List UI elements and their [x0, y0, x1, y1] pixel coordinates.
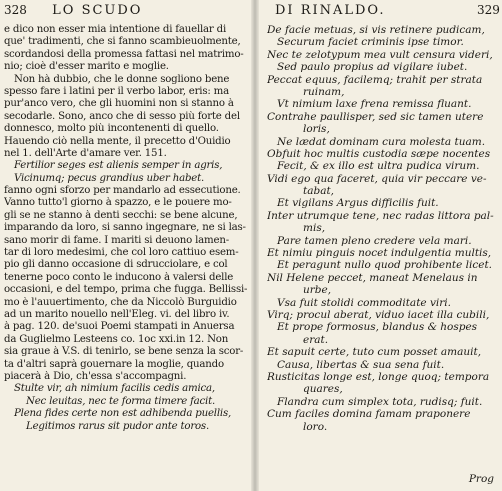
- right-text-line: Inter utrumque tene, nec radas littora pal-: [267, 209, 494, 222]
- catchword: Prog: [468, 473, 494, 485]
- right-text-line: Peccat equus, facilemq; trahit per strata: [267, 73, 483, 86]
- right-text-line: Nil Helene peccet, maneat Menelaus in: [267, 271, 478, 284]
- right-text-line: loro.: [303, 420, 328, 433]
- right-text-line: mis,: [303, 222, 326, 235]
- right-text-line: Fecit, & ex illo est ultra pudica virum.: [277, 160, 480, 173]
- right-text-line: Cum faciles domina famam praponere: [267, 408, 471, 421]
- left-text-line: sia graue à V.S. di tenirlo, se bene senza la scor-: [4, 346, 244, 358]
- right-text-line: Obfuit hoc multis custodia sæpe nocentes: [267, 147, 491, 160]
- left-text-line: Stulte vir, ah nimium facilis cedis amica,: [14, 383, 215, 395]
- left-text-line: Non hà dubbio, che le donne sogliono bene: [14, 73, 230, 85]
- right-text-line: Contrahe paullisper, sed sic tamen utere: [267, 110, 484, 123]
- left-text-line: nel 1. dell'Arte d'amare ver. 151.: [4, 147, 167, 159]
- right-text-line: Securum faciet criminis ipse timor.: [277, 36, 464, 49]
- right-text-line: Sed paulo propius ad vigilare iubet.: [277, 61, 468, 74]
- left-text-line: Plena fides certe non est adhibenda puellis,: [14, 408, 232, 420]
- left-text-line: tar di loro medesimi, che col loro cattiuo esem-: [4, 247, 239, 259]
- left-text-line: Hauendo ciò nella mente, il precetto d'Ouidio: [4, 135, 231, 147]
- right-page-text: [267, 24, 499, 433]
- left-text-line: occasioni, e del tempo, prima che fugga. Bellissi-: [4, 284, 248, 296]
- left-text-line: pio gli danno occasione di sdrucciolare, e col: [4, 259, 228, 271]
- left-text-line: à pag. 120. de'suoi Poemi stampati in Anuersa: [4, 321, 235, 333]
- left-text-line: gli se ne stanno à denti secchi: se bene alcune,: [4, 209, 238, 221]
- right-page-number: 329: [477, 3, 500, 17]
- right-text-line: Et prope formosus, blandus & hospes: [277, 321, 478, 334]
- right-text-line: Et sapuit certe, tuto cum posset amauit,: [267, 346, 482, 359]
- right-text-line: Vt nimium laxe frena remissa fluant.: [277, 98, 472, 111]
- right-text-line: Et nimiu pinguis nocet indulgentia multis,: [267, 247, 492, 260]
- left-text-line: secodarle. Sono, anco che di sesso più forte del: [4, 110, 240, 122]
- right-text-line: De facie metuas, si vis retinere pudicam,: [267, 24, 485, 36]
- right-text-line: Ne lædat dominam cura molesta tuam.: [277, 135, 486, 148]
- right-text-line: Causa, libertas & sua sena fuit.: [277, 358, 445, 371]
- left-text-line: Fertilior seges est alienis semper in agris,: [14, 160, 223, 172]
- right-text-line: quares,: [303, 383, 343, 396]
- left-text-line: e dico non esser mia intentione di fauellar di: [4, 24, 227, 35]
- left-text-line: Nec leuitas, nec te forma timere facit.: [26, 395, 216, 407]
- left-text-line: ad un marito nouello nell'Eleg. vi. del libro iv.: [4, 308, 230, 320]
- left-running-title: LO SCUDO: [52, 3, 143, 18]
- left-text-line: donnesco, molto più incontenenti di quello.: [4, 123, 219, 135]
- left-text-line: piacerà à Dio, ch'essa s'accompagni.: [4, 370, 187, 382]
- right-text-line: Et vigilans Argus difficilis fuit.: [277, 197, 439, 210]
- right-text-line: Virq; procul aberat, viduo iacet illa cubili,: [267, 308, 490, 321]
- left-text-line: spesso fare i latini per il verbo labor, eris: ma: [4, 85, 229, 97]
- left-text-line: nio; cioè d'esser marito e moglie.: [4, 61, 169, 73]
- right-text-line: erat.: [303, 333, 329, 346]
- right-running-head: [275, 3, 500, 19]
- left-text-line: da Guglielmo Lesteens co. 1oc xxi.in 12. Non: [4, 333, 229, 345]
- left-text-line: ta d'altri saprà gouernare la moglie, quando: [4, 358, 224, 370]
- left-text-line: scordandosi della promessa fattasi nel matrimo-: [4, 48, 244, 60]
- right-text-line: Rusticitas longe est, longe quoq; tempora: [267, 370, 490, 383]
- left-text-line: Legitimos rarus sit pudor ante toros.: [26, 420, 209, 432]
- left-text-line: Vicinumq; pecus grandius uber habet.: [14, 172, 205, 184]
- left-running-head: [4, 3, 142, 19]
- left-text-line: mo è l'auuertimento, che da Niccolò Burguidio: [4, 296, 237, 308]
- right-text-line: ruinam,: [303, 85, 345, 98]
- right-text-line: Vidi ego qua faceret, quia vir peccare ve-: [267, 172, 487, 185]
- right-text-line: tabat,: [303, 185, 335, 198]
- right-text-line: Flandra cum simplex tota, rudisq; fuit.: [277, 395, 483, 408]
- left-text-line: imparando da loro, si sanno ingegnare, ne si las-: [4, 222, 246, 234]
- right-text-line: Et peragunt nullo quod prohibente licet.: [277, 259, 493, 272]
- left-page-text: [4, 24, 250, 433]
- left-text-line: tenerne poco conto le inducono à valersi delle: [4, 271, 234, 283]
- left-text-line: Vanno tutto'l giorno à spazzo, e le pouere mo-: [4, 197, 232, 209]
- left-text-line: que' tradimenti, che si fanno scambieuolmente,: [4, 36, 241, 48]
- right-page: [255, 0, 502, 491]
- right-text-line: Nec te zelotypum mea vult censura videri,: [267, 48, 493, 61]
- left-text-line: pur'anco vero, che gli huomini non si stanno à: [4, 98, 234, 110]
- right-text-line: urbe,: [303, 284, 332, 297]
- left-text-line: sano morir di fame. I mariti si deuono lamen-: [4, 234, 229, 246]
- right-text-line: loris,: [303, 123, 330, 136]
- right-text-line: Vsa fuit stolidi commoditate viri.: [277, 296, 451, 309]
- left-text-line: fanno ogni sforzo per mandarlo ad essecutione.: [4, 185, 241, 197]
- right-text-line: Pare tamen pleno credere vela mari.: [277, 234, 472, 247]
- left-page-number: 328: [4, 3, 27, 17]
- right-running-title: DI RINALDO.: [275, 3, 386, 18]
